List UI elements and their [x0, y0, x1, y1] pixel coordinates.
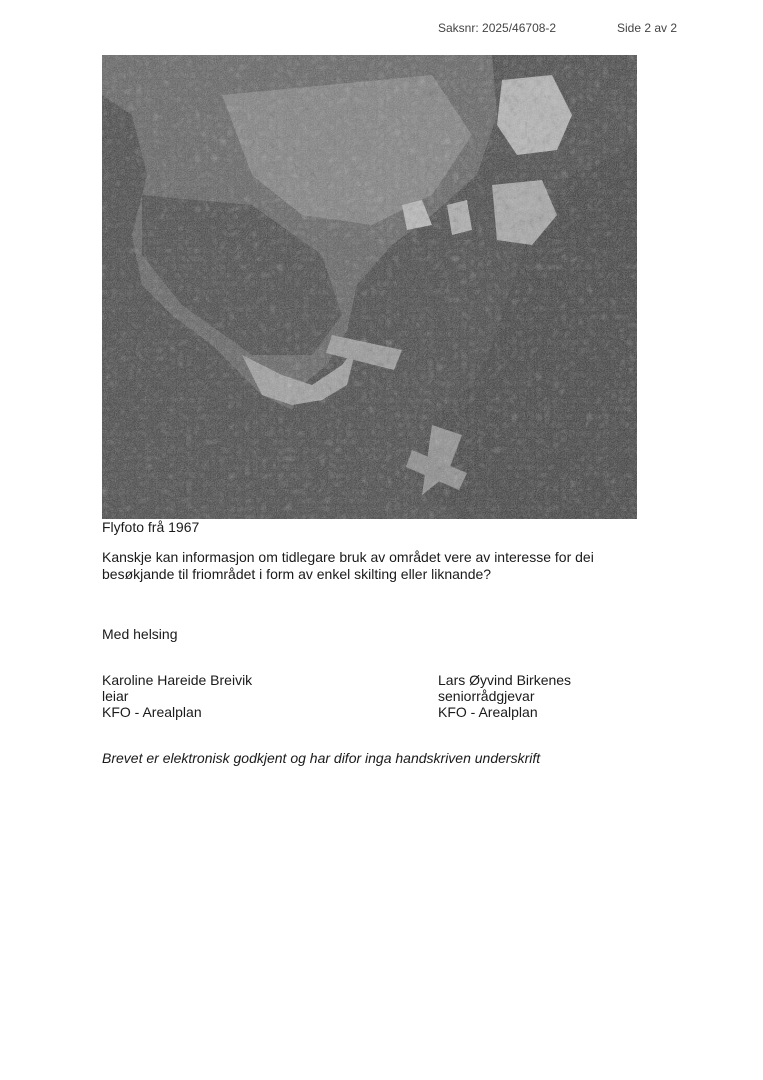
case-number: Saksnr: 2025/46708-2 [438, 21, 557, 35]
aerial-photo [102, 55, 637, 519]
signatory-title: leiar [102, 688, 129, 704]
closing-greeting: Med helsing [102, 626, 178, 642]
photo-caption: Flyfoto frå 1967 [102, 519, 200, 535]
signature-left [102, 672, 252, 720]
page-header [0, 21, 763, 39]
aerial-photo-image [102, 55, 637, 519]
signature-right [438, 672, 571, 720]
signatory-name: Lars Øyvind Birkenes [438, 672, 572, 688]
electronic-approval-note: Brevet er elektronisk godkjent og har difor inga handskriven underskrift [102, 750, 541, 766]
signatory-unit: KFO - Arealplan [438, 704, 538, 720]
body-paragraph: Kanskje kan informasjon om tidlegare bruk av området vere av interesse for dei besøkjande til friområdet i form av enkel skilting eller liknande? [102, 549, 594, 582]
signatory-name: Karoline Hareide Breivik [102, 672, 253, 688]
page-number: Side 2 av 2 [617, 21, 678, 35]
signatory-unit: KFO - Arealplan [102, 704, 202, 720]
signatory-title: seniorrådgjevar [438, 688, 535, 704]
